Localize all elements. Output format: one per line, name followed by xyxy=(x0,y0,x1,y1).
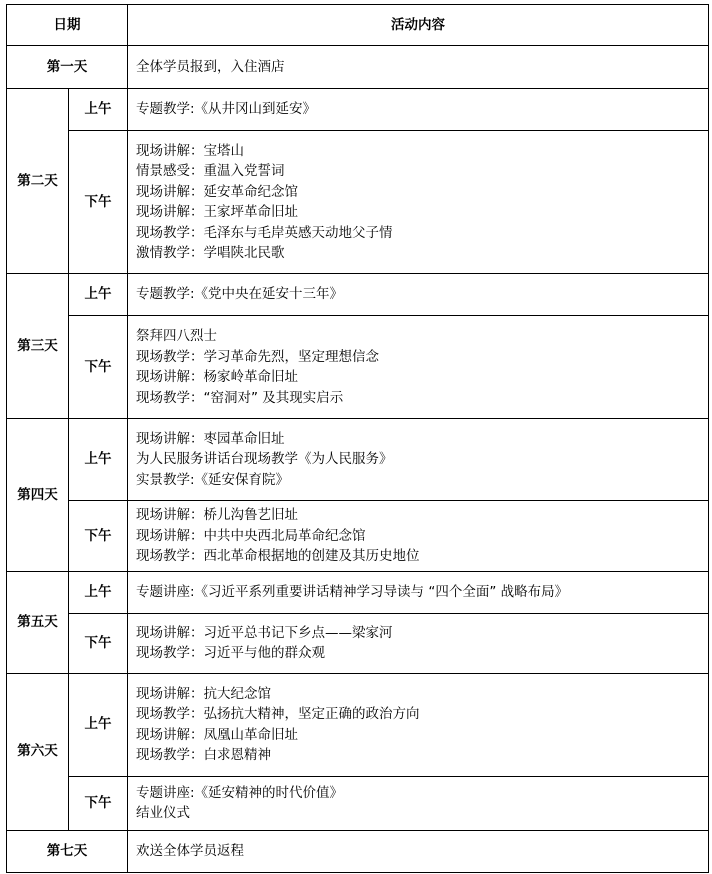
activity-line: 祭拜四八烈士 xyxy=(136,328,217,344)
header-row xyxy=(7,5,709,46)
table-row xyxy=(7,501,709,572)
activity-line: 现场教学：学习革命先烈，坚定理想信念 xyxy=(136,348,379,365)
activity-line: 结业仪式 xyxy=(136,805,190,821)
activity-line: 为人民服务讲话台现场教学《为人民服务》 xyxy=(136,451,393,468)
activity-line: 专题教学:《从井冈山到延安》 xyxy=(136,101,317,118)
activity-line: 现场讲解：凤凰山革命旧址 xyxy=(136,726,298,743)
table-row xyxy=(7,571,709,613)
activity-line: 专题教学:《党中央在延安十三年》 xyxy=(136,286,344,303)
activity-line: 现场讲解：抗大纪念馆 xyxy=(136,685,271,702)
activity-line: 欢送全体学员返程 xyxy=(136,842,244,859)
day-label: 第一天 xyxy=(7,46,128,89)
activity-line: 现场讲解：杨家岭革命旧址 xyxy=(136,369,298,385)
day-label: 第六天 xyxy=(7,673,69,830)
activity-cell xyxy=(128,46,709,89)
activity-cell xyxy=(128,89,709,131)
activity-line: 全体学员报到，入住酒店 xyxy=(136,58,285,75)
header-date: 日期 xyxy=(7,5,128,46)
activity-line: 现场讲解：习近平总书记下乡点——梁家河 xyxy=(136,624,393,641)
activity-line: 现场讲解：中共中央西北局革命纪念馆 xyxy=(136,527,366,544)
table-row xyxy=(7,419,709,501)
activity-line: 现场教学：弘扬抗大精神，坚定正确的政治方向 xyxy=(136,706,420,722)
activity-cell xyxy=(128,274,709,316)
activity-line: 专题讲座:《习近平系列重要讲话精神学习导读与 “四个全面” 战略布局》 xyxy=(136,583,569,600)
activity-line: 专题讲座:《延安精神的时代价值》 xyxy=(136,784,344,801)
activity-line: 现场教学：习近平与他的群众观 xyxy=(136,645,325,661)
period-label: 上午 xyxy=(69,419,128,501)
table-row xyxy=(7,46,709,89)
table-row xyxy=(7,830,709,872)
table-row xyxy=(7,131,709,274)
period-label: 上午 xyxy=(69,89,128,131)
day-label: 第五天 xyxy=(7,571,69,673)
activity-line: 现场教学：“窑洞对” 及其现实启示 xyxy=(136,389,344,406)
activity-line: 现场讲解：枣园革命旧址 xyxy=(136,430,285,447)
activity-line: 情景感受：重温入党誓词 xyxy=(136,163,285,179)
table-row xyxy=(7,673,709,776)
period-label: 下午 xyxy=(69,613,128,673)
activity-cell xyxy=(128,673,709,776)
table-row xyxy=(7,776,709,830)
day-label: 第三天 xyxy=(7,274,69,419)
activity-line: 现场讲解：宝塔山 xyxy=(136,142,244,159)
activity-line: 现场教学：毛泽东与毛岸英感天动地父子情 xyxy=(136,224,393,241)
period-label: 下午 xyxy=(69,131,128,274)
period-label: 上午 xyxy=(69,571,128,613)
period-label: 下午 xyxy=(69,316,128,419)
period-label: 上午 xyxy=(69,673,128,776)
activity-line: 现场讲解：延安革命纪念馆 xyxy=(136,183,298,200)
activity-cell xyxy=(128,613,709,673)
header-activity: 活动内容 xyxy=(128,5,709,46)
activity-cell xyxy=(128,501,709,572)
activity-line: 实景教学:《延安保育院》 xyxy=(136,471,290,488)
period-label: 下午 xyxy=(69,501,128,572)
activity-cell xyxy=(128,131,709,274)
activity-line: 现场讲解：王家坪革命旧址 xyxy=(136,204,298,220)
activity-cell xyxy=(128,419,709,501)
day-label: 第二天 xyxy=(7,89,69,274)
day-label: 第七天 xyxy=(7,830,128,872)
activity-cell xyxy=(128,776,709,830)
table-row xyxy=(7,613,709,673)
activity-line: 现场教学：白求恩精神 xyxy=(136,747,271,763)
activity-line: 现场教学：西北革命根据地的创建及其历史地位 xyxy=(136,548,420,564)
period-label: 上午 xyxy=(69,274,128,316)
activity-line: 现场讲解：桥儿沟鲁艺旧址 xyxy=(136,507,298,523)
table-row xyxy=(7,316,709,419)
activity-cell xyxy=(128,571,709,613)
period-label: 下午 xyxy=(69,776,128,830)
activity-line: 激情教学：学唱陕北民歌 xyxy=(136,245,285,261)
day-label: 第四天 xyxy=(7,419,69,572)
activity-cell xyxy=(128,830,709,872)
table-row xyxy=(7,274,709,316)
schedule-table xyxy=(6,4,709,873)
activity-cell xyxy=(128,316,709,419)
table-row xyxy=(7,89,709,131)
